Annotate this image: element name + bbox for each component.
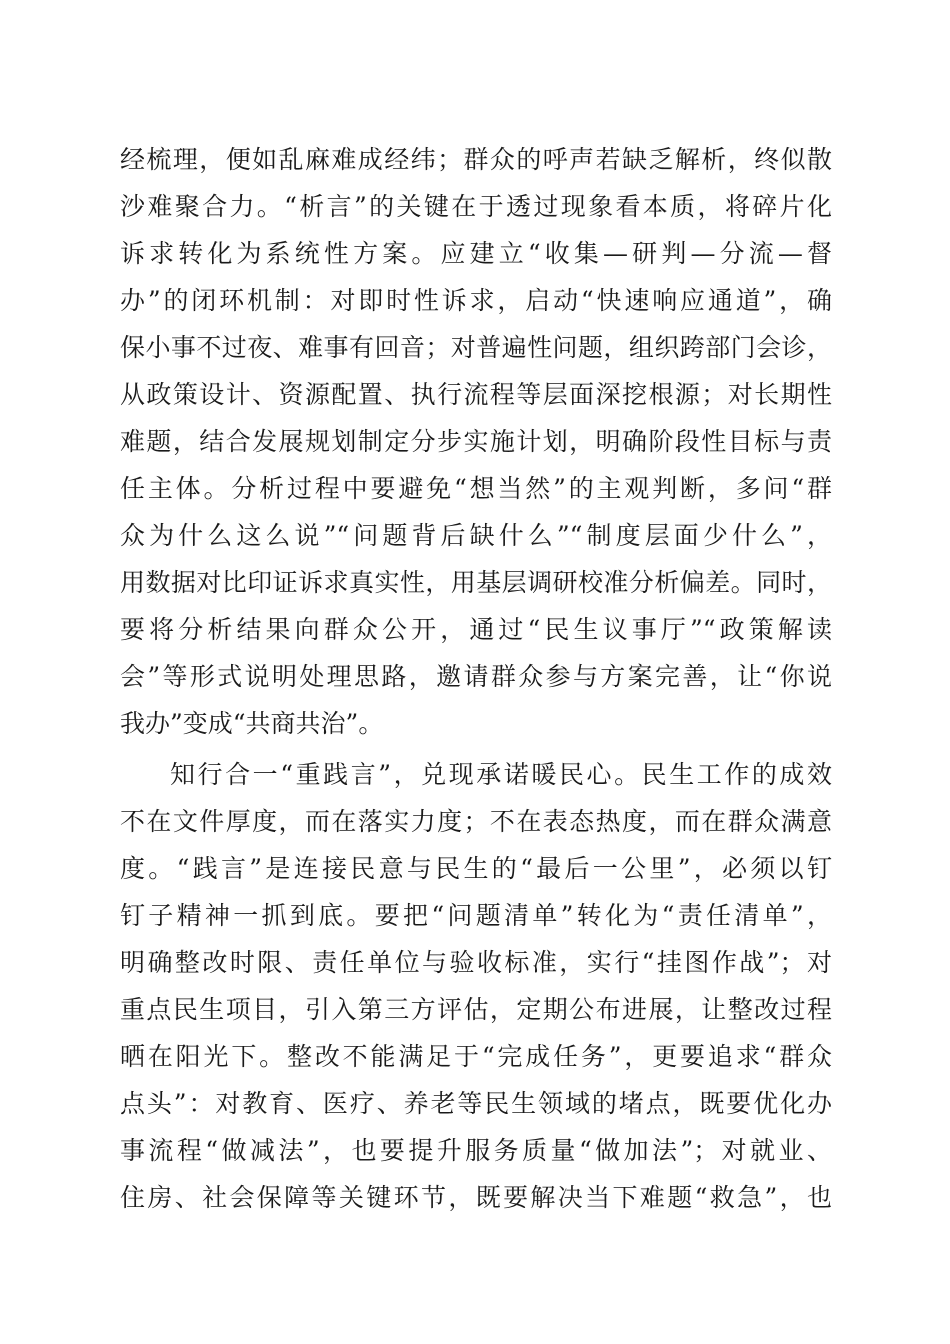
text-line: 住房、社会保障等关键环节，既要解决当下难题“救急”，也	[120, 1183, 832, 1212]
text-line: 沙难聚合力。“析言”的关键在于透过现象看本质，将碎片化	[120, 192, 832, 221]
text-line: 钉子精神一抓到底。要把“问题清单”转化为“责任清单”，	[120, 901, 832, 930]
text-line: 度。“践言”是连接民意与民生的“最后一公里”，必须以钉	[120, 854, 832, 883]
text-line: 众为什么这么说”“问题背后缺什么”“制度层面少什么”，	[120, 521, 832, 550]
text-line: 知行合一“重践言”，兑现承诺暖民心。民生工作的成效	[170, 760, 832, 789]
text-line: 从政策设计、资源配置、执行流程等层面深挖根源；对长期性	[120, 380, 832, 409]
text-line: 要将分析结果向群众公开，通过“民生议事厅”“政策解读	[120, 615, 832, 644]
text-line: 办”的闭环机制：对即时性诉求，启动“快速响应通道”，确	[120, 286, 832, 315]
text-line: 经梳理，便如乱麻难成经纬；群众的呼声若缺乏解析，终似散	[120, 145, 832, 174]
text-line: 保小事不过夜、难事有回音；对普遍性问题，组织跨部门会诊，	[120, 333, 832, 362]
text-line: 我办”变成“共商共治”。	[120, 709, 384, 738]
text-line: 会”等形式说明处理思路，邀请群众参与方案完善，让“你说	[120, 662, 832, 691]
text-line: 不在文件厚度，而在落实力度；不在表态热度，而在群众满意	[120, 807, 832, 836]
body-text	[120, 136, 832, 1221]
text-line: 任主体。分析过程中要避免“想当然”的主观判断，多问“群	[120, 474, 832, 503]
text-line: 事流程“做减法”，也要提升服务质量“做加法”；对就业、	[120, 1136, 832, 1165]
text-line: 用数据对比印证诉求真实性，用基层调研校准分析偏差。同时，	[120, 568, 832, 597]
paragraph-2	[120, 751, 832, 1221]
text-line: 重点民生项目，引入第三方评估，定期公布进展，让整改过程	[120, 995, 832, 1024]
text-line: 点头”：对教育、医疗、养老等民生领域的堵点，既要优化办	[120, 1089, 832, 1118]
text-line: 难题，结合发展规划制定分步实施计划，明确阶段性目标与责	[120, 427, 832, 456]
paragraph-1	[120, 136, 832, 747]
text-line: 诉求转化为系统性方案。应建立“收集—研判—分流—督	[120, 239, 832, 268]
text-line: 晒在阳光下。整改不能满足于“完成任务”，更要追求“群众	[120, 1042, 832, 1071]
text-line: 明确整改时限、责任单位与验收标准，实行“挂图作战”；对	[120, 948, 832, 977]
